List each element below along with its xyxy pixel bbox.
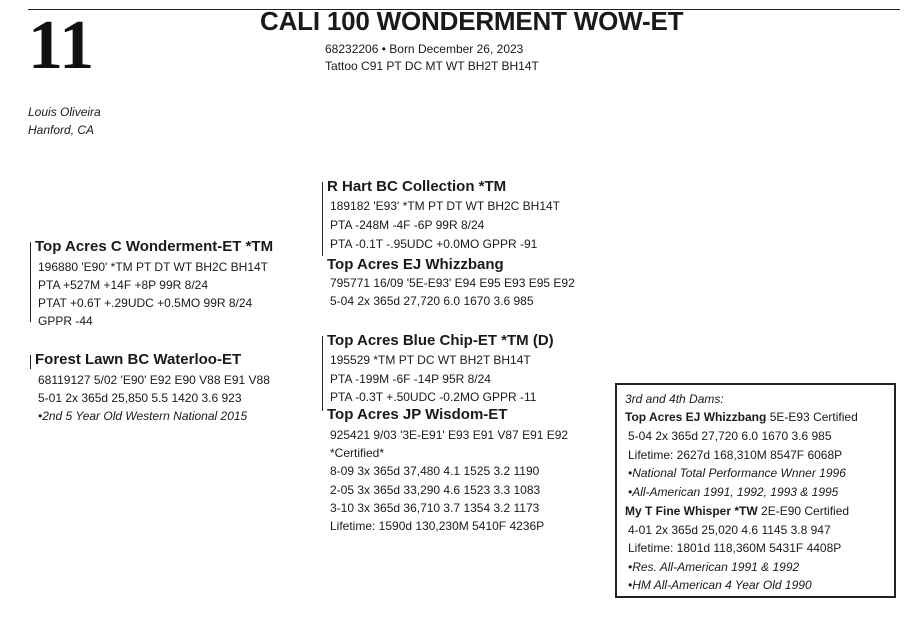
third-dam-name: Top Acres EJ Whizzbang: [625, 410, 767, 424]
third-dam-note: •National Total Performance Wnner 1996: [628, 466, 846, 480]
sire-sire-line: PTA -0.1T -.95UDC +0.0MO GPPR -91: [330, 237, 538, 251]
third-dam-line: Lifetime: 2627d 168,310M 8547F 6068P: [628, 448, 843, 462]
sire-sire-bracket: [322, 182, 323, 256]
sire-dam-line: 795771 16/09 '5E-E93' E94 E95 E93 E95 E92: [330, 276, 575, 290]
dam-line: 5-01 2x 365d 25,850 5.5 1420 3.6 923: [38, 391, 242, 405]
fourth-dam-note: •HM All-American 4 Year Old 1990: [628, 578, 812, 592]
fourth-dam-line: 4-01 2x 365d 25,020 4.6 1145 3.8 947: [628, 523, 831, 537]
owner-name: Louis Oliveira: [28, 105, 101, 119]
dam-dam-line: 925421 9/03 '3E-E91' E93 E91 V87 E91 E92: [330, 428, 569, 442]
sire-line: PTA +527M +14F +8P 99R 8/24: [38, 278, 209, 292]
owner-location: Hanford, CA: [28, 123, 95, 137]
tattoo-line: Tattoo C91 PT DC MT WT BH2T BH14T: [325, 59, 539, 73]
sire-sire-line: 189182 'E93' *TM PT DT WT BH2C BH14T: [330, 199, 561, 213]
sire-line: 196880 'E90' *TM PT DT WT BH2C BH14T: [38, 260, 269, 274]
fourth-dam-title: [625, 502, 849, 521]
third-dam-note: •All-American 1991, 1992, 1993 & 1995: [628, 485, 839, 499]
fourth-dam-class: 2E-E90 Certified: [761, 504, 850, 518]
fourth-dam-line: Lifetime: 1801d 118,360M 5431F 4408P: [628, 541, 842, 555]
sire-line: PTAT +0.6T +.29UDC +0.5MO 99R 8/24: [38, 296, 253, 310]
dam-sire-line: PTA -199M -6F -14P 95R 8/24: [330, 372, 491, 386]
sire-line: GPPR -44: [38, 314, 93, 328]
sire-dam-line: 5-04 2x 365d 27,720 6.0 1670 3.6 985: [330, 294, 534, 308]
lot-number: 11: [28, 7, 95, 84]
box-heading: 3rd and 4th Dams:: [625, 392, 724, 406]
sire-sire-name: R Hart BC Collection *TM: [327, 178, 507, 195]
dam-dam-line: Lifetime: 1590d 130,230M 5410F 4236P: [330, 519, 545, 533]
dam-sire-bracket: [322, 336, 323, 411]
registration-line: 68232206 • Born December 26, 2023: [325, 42, 524, 56]
sire-sire-line: PTA -248M -4F -6P 99R 8/24: [330, 218, 485, 232]
sire-dam-name: Top Acres EJ Whizzbang: [327, 256, 504, 273]
dam-sire-name: Top Acres Blue Chip-ET *TM (D): [327, 332, 554, 349]
animal-name: CALI 100 WONDERMENT WOW-ET: [260, 6, 684, 36]
extended-dams-box: [615, 383, 896, 598]
dam-dam-name: Top Acres JP Wisdom-ET: [327, 406, 508, 423]
sire-name: Top Acres C Wonderment-ET *TM: [35, 238, 274, 255]
dam-sire-line: PTA -0.3T +.50UDC -0.2MO GPPR -11: [330, 390, 537, 404]
dam-bracket: [30, 355, 31, 369]
fourth-dam-note: •Res. All-American 1991 & 1992: [628, 560, 800, 574]
dam-dam-line: 3-10 3x 365d 36,710 3.7 1354 3.2 1173: [330, 501, 540, 515]
third-dam-class: 5E-E93 Certified: [769, 410, 858, 424]
dam-note: •2nd 5 Year Old Western National 2015: [38, 409, 248, 423]
dam-sire-line: 195529 *TM PT DC WT BH2T BH14T: [330, 353, 531, 367]
dam-dam-line: *Certified*: [330, 446, 385, 460]
dam-name: Forest Lawn BC Waterloo-ET: [35, 351, 242, 368]
dam-dam-line: 2-05 3x 365d 33,290 4.6 1523 3.3 1083: [330, 483, 541, 497]
dam-dam-line: 8-09 3x 365d 37,480 4.1 1525 3.2 1190: [330, 464, 540, 478]
sire-bracket: [30, 242, 31, 322]
fourth-dam-name: My T Fine Whisper *TW: [625, 504, 758, 518]
dam-line: 68119127 5/02 'E90' E92 E90 V88 E91 V88: [38, 373, 270, 387]
third-dam-line: 5-04 2x 365d 27,720 6.0 1670 3.6 985: [628, 429, 832, 443]
third-dam-title: [625, 408, 858, 427]
